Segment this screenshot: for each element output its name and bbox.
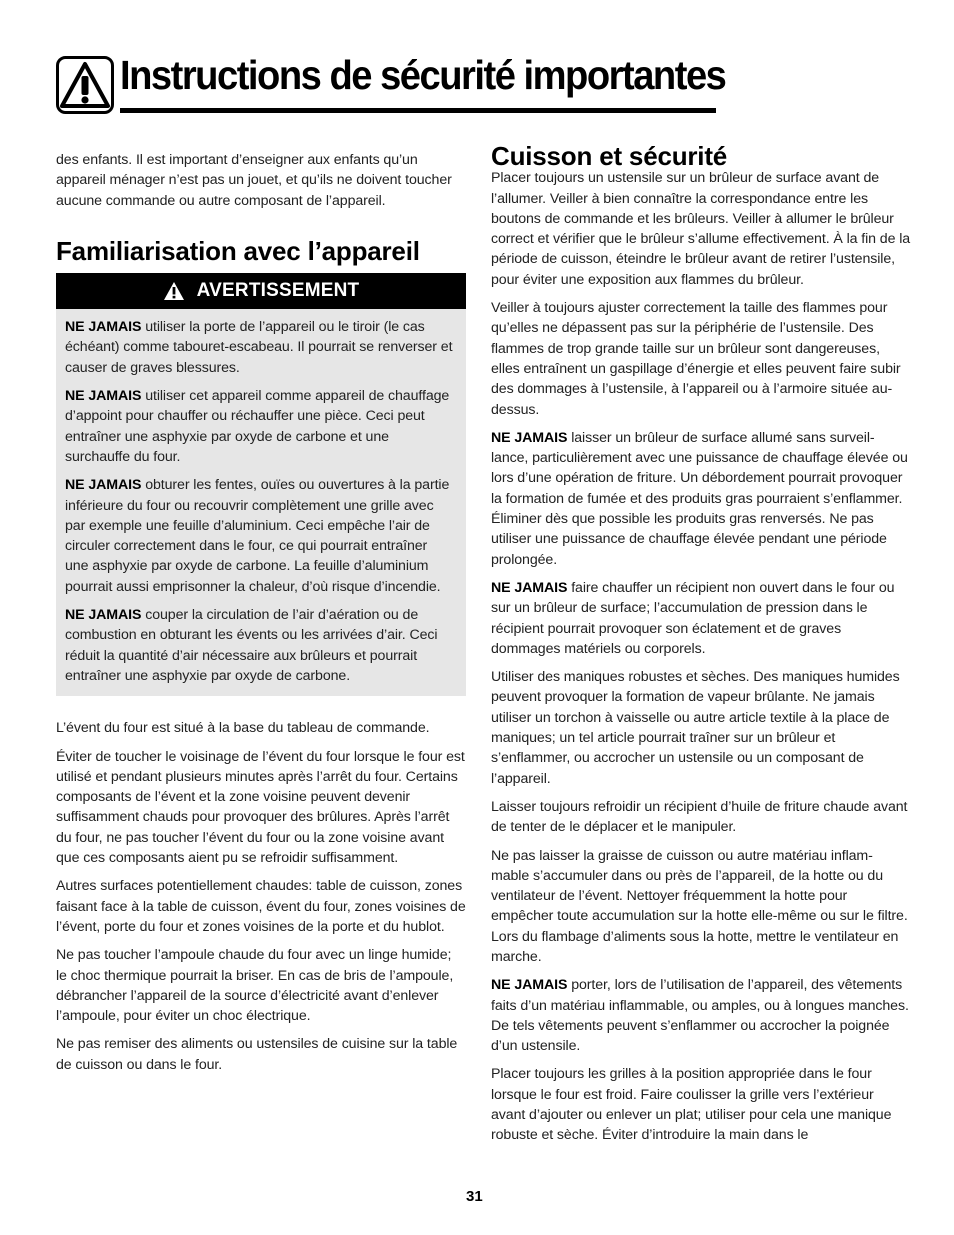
paragraph-lead: NE JAMAIS (491, 429, 568, 446)
warning-exclamation-icon (56, 56, 114, 114)
body-paragraph: Ne pas toucher l’ampoule chaude du four avec un linge humide; le choc thermique pourrait la briser. En cas de bris de l’ampoule, débrancher l’appareil de la source d’électricité avant d’enlever l’ampoule, pour éviter un choc électrique. (56, 947, 454, 1025)
body-paragraph (491, 298, 911, 420)
warning-body (56, 309, 466, 696)
warning-item (65, 605, 454, 686)
paragraph-text: laisser un brûleur de surface allumé sans surveil- lance, particulièrement avec une puissance de chauffage élevée ou lors d’une opération de friture. Un débordement pourrait provoquer la formation de fumée et des produits gras pourraient s’enflammer. Éliminer dès que possible les produits gras renversés. Ne pas utiliser une puissance de chauffage élevée pendant une période prolongée. (491, 429, 908, 568)
warning-item (65, 386, 454, 467)
body-paragraph (491, 667, 911, 789)
warning-item-text: obturer les fentes, ouïes ou ouvertures à la partie inférieure du four ou recouvrir complètement une grille avec par exemple une feuille d’aluminium. Ceci empêche l’air de circuler correctement dans le four, ce qui pourrait entraîner une asphyxie par oxyde de carbone. La feuille d’aluminium pourrait aussi emprisonner la chaleur, d’où risque d’incendie. (65, 477, 450, 595)
body-paragraph: L’évent du four est situé à la base du tableau de commande. (56, 720, 430, 737)
body-paragraph (491, 578, 911, 659)
paragraph-text: porter, lors de l’utilisation de l’appareil, des vêtements faits d’un matériau inflammable, ou amples, ou à longues manches. De tels vêtements peuvent s’enflammer ou accrocher la poignée d’un ustensile. (491, 977, 909, 1055)
left-column (56, 150, 466, 1083)
warning-box (56, 273, 466, 696)
paragraph-lead: NE JAMAIS (491, 579, 568, 596)
body-paragraph (491, 1064, 911, 1145)
page-title: Instructions de sécurité importantes (120, 52, 726, 98)
paragraph-text: Ne pas laisser la graisse de cuisson ou autre matériau inflam- mable s’accumuler dans ou près de l’appareil, de la hotte ou du ventilateur de l’évent. Nettoyer fréquemment la hotte pour empêcher toute accumulation sur la hotte elle-même ou sur le filtre. Lors du flambage d’aliments sous la hotte, mettre le ventilateur en marche. (491, 847, 908, 965)
paragraph-text: Placer toujours un ustensile sur un brûleur de surface avant de l’allumer. Veiller à bien connaître la correspondance entre les boutons de commande et les brûleurs. Veiller à allumer le brûleur correct et vérifier que le brûleur s’allume effectivement. À la fin de la période de cuisson, éteindre le brûleur avant de retirer l’ustensile, pour éviter une exposition aux flammes du brûleur. (491, 170, 911, 288)
body-paragraph (491, 168, 911, 290)
body-paragraph (491, 975, 911, 1056)
right-column (491, 141, 911, 1154)
body-paragraph (491, 797, 911, 838)
body-paragraph (491, 428, 911, 570)
warning-item-lead: NE JAMAIS (65, 388, 142, 405)
warning-triangle-icon (163, 281, 185, 301)
body-paragraph: Ne pas remiser des aliments ou ustensiles de cuisine sur la table de cuisson ou dans le four. (56, 1036, 458, 1073)
warning-item (65, 475, 454, 597)
section-title-cuisson: Cuisson et sécurité (491, 141, 728, 171)
body-paragraph (491, 846, 911, 968)
warning-item-text: utiliser cet appareil comme appareil de chauffage d’appoint pour chauffer ou réchauffer une pièce. Ceci peut entraîner une asphyxie par oxyde de carbone et une surchauffe du four. (65, 388, 450, 465)
section-title-familiarisation: Familiarisation avec l’appareil (56, 235, 420, 266)
page-header (56, 50, 726, 116)
paragraph-text: Placer toujours les grilles à la position appropriée dans le four lorsque le four est froid. Faire coulisser la grille vers l’extérieur avant d’ajouter ou enlever un plat; utiliser pour cela une manique robuste et sèche. Éviter d’introduire la main dans le (491, 1066, 892, 1144)
title-underline (120, 108, 716, 113)
warning-header (56, 273, 466, 309)
paragraph-text: faire chauffer un récipient non ouvert dans le four ou sur un brûleur de surface; l’accumulation de pression dans le récipient pourrait provoquer son éclatement et de graves dommages matériels ou corporels. (491, 579, 895, 657)
warning-item-lead: NE JAMAIS (65, 477, 142, 494)
warning-label: AVERTISSEMENT (196, 280, 360, 302)
page-number: 31 (466, 1188, 483, 1205)
intro-paragraph: des enfants. Il est important d’enseigner aux enfants qu’un appareil ménager n’est pas un jouet, et qu’ils ne doivent toucher aucune commande ou autre composant de l’appareil. (56, 152, 452, 209)
paragraph-lead: NE JAMAIS (491, 977, 568, 994)
warning-item-text: couper la circulation de l’air d’aération ou de combustion en obturant les évents ou les arrivées d’air. Ceci réduit la quantité d’air nécessaire aux brûleurs et pourrait entraîner une asphyxie par oxyde de carbone. (65, 607, 438, 684)
paragraph-text: Utiliser des maniques robustes et sèches. Des maniques humides peuvent provoquer la formation de vapeur brûlante. Ne jamais utiliser un torchon à vaisselle ou autre article textile à la place de maniques; un tel article pourrait traîner sur un brûleur et s’enflammer, ou accrocher un ustensile ou un composant de l’appareil. (491, 669, 900, 787)
body-paragraph: Autres surfaces potentiellement chaudes: table de cuisson, zones faisant face à la table de cuisson, évent du four, zones voisines de l’évent, porte du four et zones voisines de la porte et du hublot. (56, 878, 466, 935)
warning-item-lead: NE JAMAIS (65, 319, 142, 336)
warning-item-lead: NE JAMAIS (65, 607, 142, 624)
body-paragraph: Éviter de toucher le voisinage de l’évent du four lorsque le four est utilisé et pendant plusieurs minutes après l’arrêt du four. Certains composants de l’évent et la zone voisine peuvent devenir suffisamment chauds pour provoquer des brûlures. Après l’arrêt du four, ne pas toucher l’évent du four ou la zone voisine avant que ces composants aient pu se refroidir suffisamment. (56, 748, 465, 867)
warning-item (65, 317, 454, 378)
paragraph-text: Laisser toujours refroidir un récipient d’huile de friture chaude avant de tenter de le déplacer et le manipuler. (491, 798, 908, 836)
paragraph-text: Veiller à toujours ajuster correctement la taille des flammes pour qu’elles ne dépassent pas sur la périphérie de l’ustensile. Des flammes de trop grande taille sur un brûleur sont dangereuses, elles entraînent un gaspillage d’énergie et elles peuvent faire subir des dommages à l’ustensile, à l’appareil ou à l’armoire située au-dessus. (491, 300, 901, 418)
warning-item-text: utiliser la porte de l’appareil ou le tiroir (le cas échéant) comme tabouret-escabeau. Il pourrait se renverser et causer de graves blessures. (65, 319, 453, 376)
